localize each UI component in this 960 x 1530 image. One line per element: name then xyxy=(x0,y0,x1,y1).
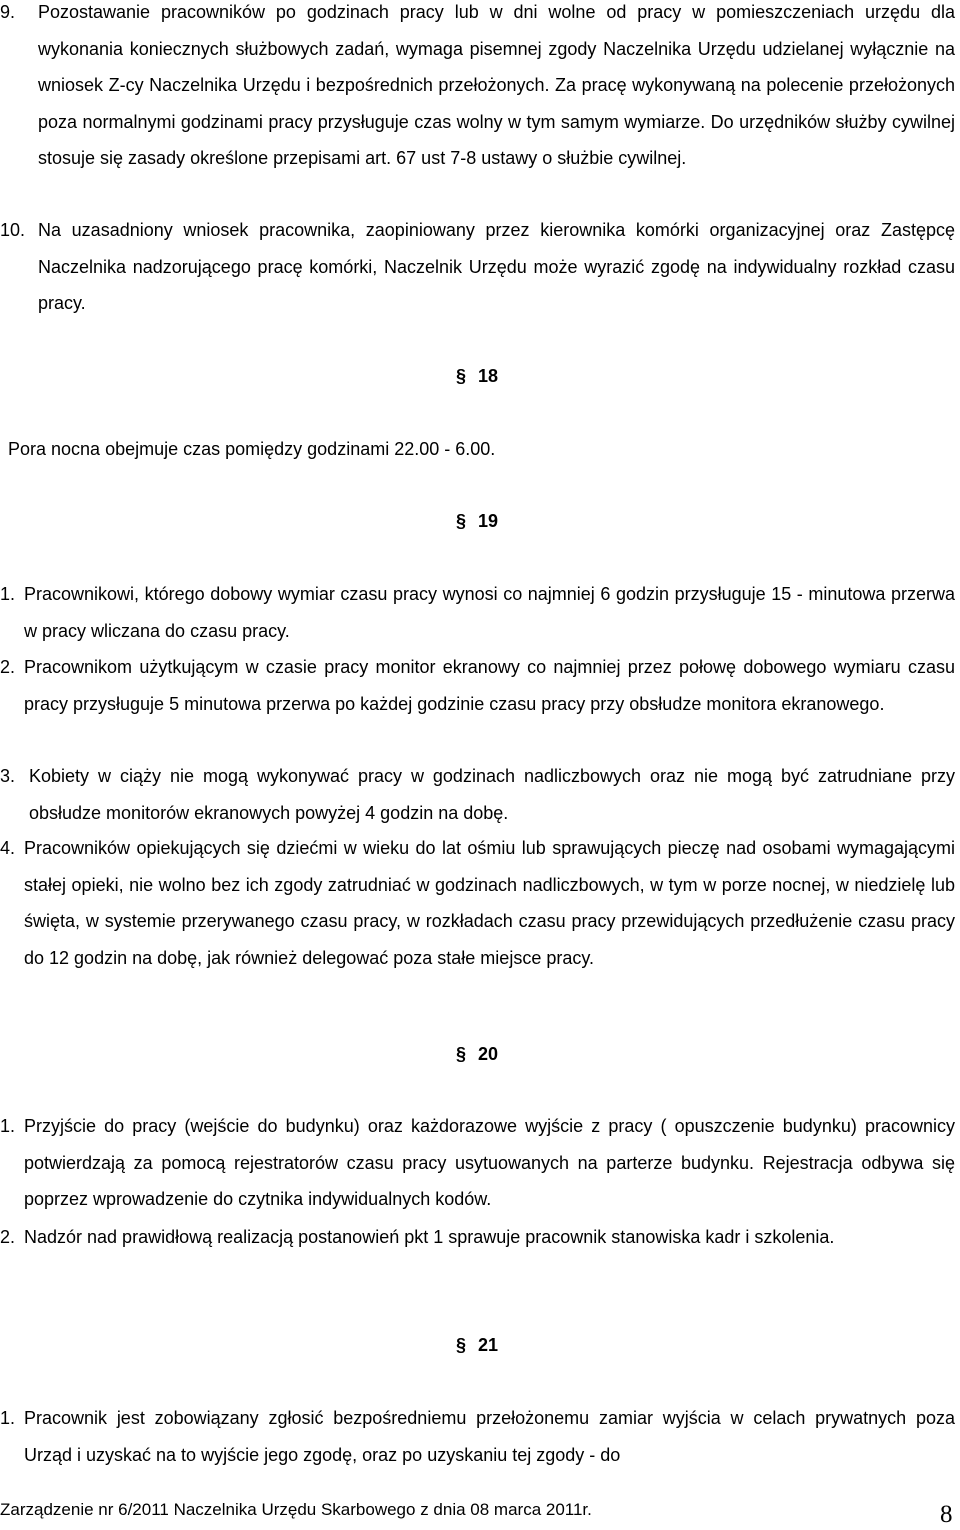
section-symbol: § xyxy=(456,511,467,531)
section-20-item-2 xyxy=(0,1219,955,1256)
item-number: 3. xyxy=(0,766,16,786)
section-heading-21 xyxy=(456,1333,516,1357)
section-symbol: § xyxy=(456,366,467,386)
item-number: 2. xyxy=(0,1227,16,1247)
page-footer: Zarządzenie nr 6/2011 Naczelnika Urzędu Skarbowego z dnia 08 marca 2011r. xyxy=(0,1500,592,1519)
section-heading-19 xyxy=(456,509,516,533)
section-heading-18 xyxy=(456,364,516,388)
page-number: 8 xyxy=(940,1501,953,1528)
item-number: 1. xyxy=(0,1408,16,1428)
section-18-text: Pora nocna obejmuje czas pomiędzy godzinami 22.00 - 6.00. xyxy=(8,439,496,459)
item-text: Pracownikom użytkującym w czasie pracy monitor ekranowy co najmniej przez połowę dobowego wymiaru czasu pracy przysługuje 5 minutowa przerwa po każdej godzinie czasu pracy przy obsłudze monitora ekranowego. xyxy=(24,657,955,714)
section-19-item-4 xyxy=(0,830,955,976)
section-number: 20 xyxy=(478,1044,499,1064)
item-number: 1. xyxy=(0,1116,16,1136)
paragraph-9 xyxy=(0,0,955,177)
section-number: 21 xyxy=(478,1335,499,1355)
section-19-item-1 xyxy=(0,576,955,649)
paragraph-text: Na uzasadniony wniosek pracownika, zaopiniowany przez kierownika komórki organizacyjnej oraz Zastępcę Naczelnika nadzorującego pracę komórki, Naczelnik Urzędu może wyrazić zgodę na indywidualny rozkład czasu pracy. xyxy=(38,220,955,313)
item-text: Pracowników opiekujących się dziećmi w wieku do lat ośmiu lub sprawujących pieczę nad osobami wymagającymi stałej opieki, nie wolno bez ich zgody zatrudniać w godzinach nadliczbowych, w tym w porze nocnej, w niedzielę lub święta, w systemie przerywanego czasu pracy, w rozkładach czasu pracy przewidujących przedłużenie czasu pracy do 12 godzin na dobę, jak również delegować poza stałe miejsce pracy. xyxy=(24,838,955,968)
item-text: Pracownikowi, którego dobowy wymiar czasu pracy wynosi co najmniej 6 godzin przysługuje 15 - minutowa przerwa w pracy wliczana do czasu pracy. xyxy=(24,584,955,641)
section-19-item-3 xyxy=(0,758,955,831)
paragraph-number: 9. xyxy=(0,2,16,22)
paragraph-text: Pozostawanie pracowników po godzinach pracy lub w dni wolne od pracy w pomieszczeniach urzędu dla wykonania koniecznych służbowych zadań, wymaga pisemnej zgody Naczelnika Urzędu udzielanej wyłącznie na wniosek Z-cy Naczelnika Urzędu i bezpośrednich przełożonych. Za pracę wykonywaną na polecenie przełożonych poza normalnymi godzinami pracy przysługuje czas wolny w tym samym wymiarze. Do urzędników służby cywilnej stosuje się zasady określone przepisami art. 67 ust 7-8 ustawy o służbie cywilnej. xyxy=(38,2,955,168)
item-number: 2. xyxy=(0,657,16,677)
paragraph-number: 10. xyxy=(0,220,26,240)
item-text: Pracownik jest zobowiązany zgłosić bezpośredniemu przełożonemu zamiar wyjścia w celach prywatnych poza Urząd i uzyskać na to wyjście jego zgodę, oraz po uzyskaniu tej zgody - do xyxy=(24,1408,955,1465)
item-text: Kobiety w ciąży nie mogą wykonywać pracy w godzinach nadliczbowych oraz nie mogą być zatrudniane przy obsłudze monitorów ekranowych powyżej 4 godzin na dobę. xyxy=(29,766,955,823)
item-text: Przyjście do pracy (wejście do budynku) oraz każdorazowe wyjście z pracy ( opuszczenie budynku) pracownicy potwierdzają za pomocą rejestratorów czasu pracy usytuowanych na parterze budynku. Rejestracja odbywa się poprzez wprowadzenie do czytnika indywidualnych kodów. xyxy=(24,1116,955,1209)
section-symbol: § xyxy=(456,1335,467,1355)
section-number: 19 xyxy=(478,511,499,531)
section-20-item-1 xyxy=(0,1108,955,1218)
item-text: Nadzór nad prawidłową realizacją postanowień pkt 1 sprawuje pracownik stanowiska kadr i szkolenia. xyxy=(24,1227,835,1247)
item-number: 1. xyxy=(0,584,16,604)
section-19-item-2 xyxy=(0,649,955,722)
section-heading-20 xyxy=(456,1042,516,1066)
section-21-item-1 xyxy=(0,1400,955,1473)
section-number: 18 xyxy=(478,366,499,386)
paragraph-10 xyxy=(0,212,955,322)
item-number: 4. xyxy=(0,838,16,858)
section-symbol: § xyxy=(456,1044,467,1064)
